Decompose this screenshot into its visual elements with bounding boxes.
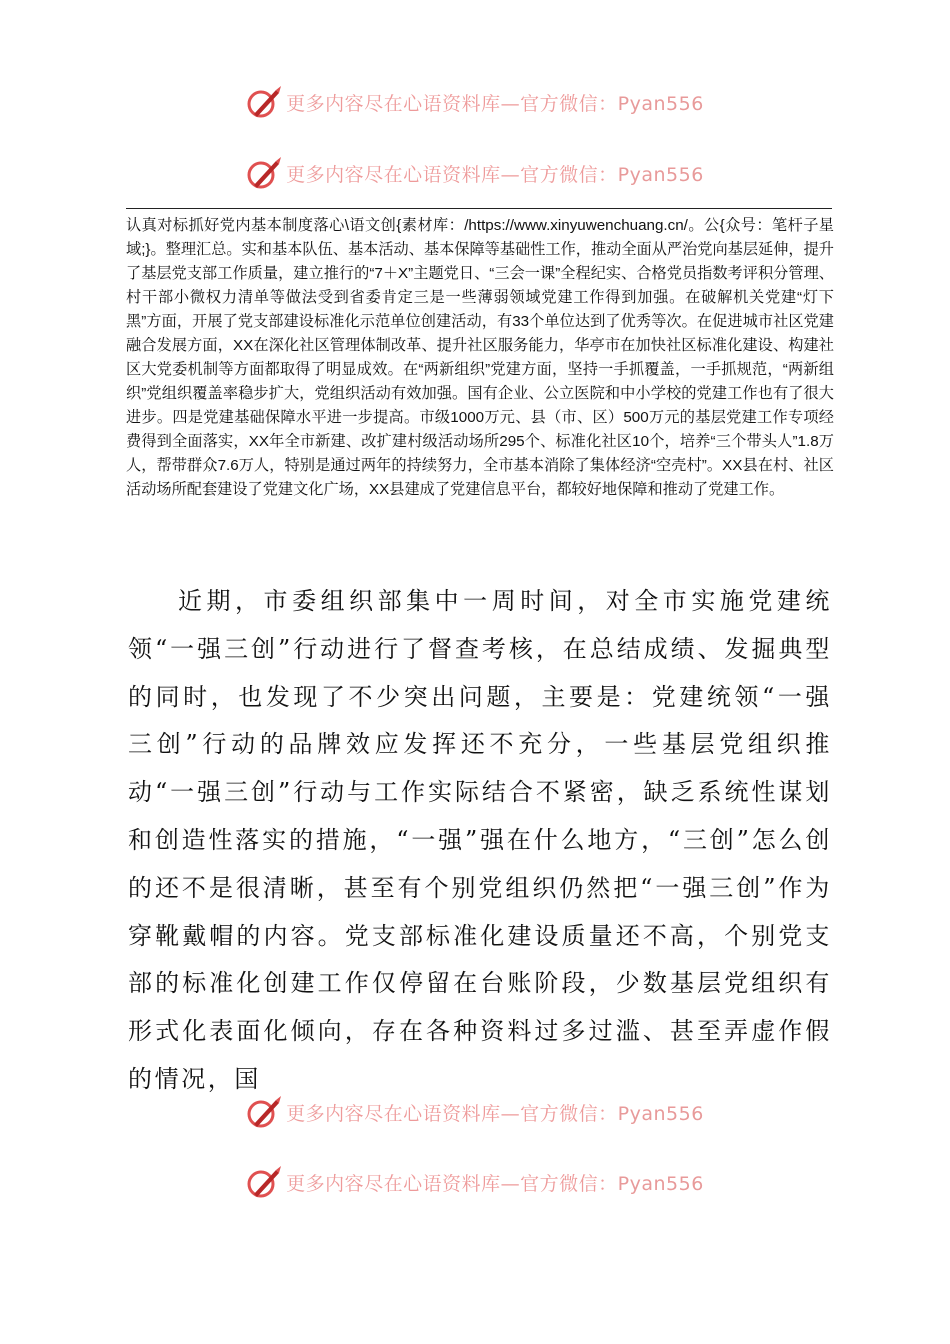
wechat-id: Pyan556 (617, 1172, 704, 1195)
excerpt-paragraph: 认真对标抓好党内基本制度落心\语文创{素材库：/https://www.xinyuwenchuang.cn/。公{众号：笔杆子星域;}。整理汇总。实和基本队伍、基本活动、基本保障等基础性工作，推动全面从严治党向基层延伸，提升了基层党支部工作质量，建立推行的“7＋X”主题党日、“三会一课”全程纪实、合格党员指数考评积分管理、村干部小微权力清单等做法受到省委肯定三是一些薄弱领域党建工作得到加强。在破解机关党建“灯下黑”方面，开展了党支部建设标准化示范单位创建活动，有33个单位达到了优秀等次。在促进城市社区党建融合发展方面，XX在深化社区管理体制改革、提升社区服务能力，华亭市在加快社区标准化建设、构建社区大党委机制等方面都取得了明显成效。在“两新组织”党建方面，坚持一手抓覆盖，一手抓规范，“两新组织”党组织覆盖率稳步扩大，党组织活动有效加强。国有企业、公立医院和中小学校的党建工作也有了很大进步。四是党建基础保障水平进一步提高。市级1000万元、县（市、区）500万元的基层党建工作专项经费得到全面落实，XX年全市新建、改扩建村级活动场所295个、标准化社区10个，培养“三个带头人”1.8万人，帮带群众7.6万人，特别是通过两年的持续努力，全市基本消除了集体经济“空壳村”。XX县在村、社区活动场所配套建设了党建文化广场，XX县建成了党建信息平台，都较好地保障和推动了党建工作。 (126, 217, 834, 498)
watermark-text: 更多内容尽在心语资料库—官方微信： (286, 1102, 618, 1125)
watermark-banner (0, 80, 950, 124)
wechat-id: Pyan556 (617, 1102, 704, 1125)
pen-logo-icon (246, 1164, 282, 1200)
watermark-banner (0, 1160, 950, 1204)
wechat-id: Pyan556 (617, 163, 704, 186)
watermark-text: 更多内容尽在心语资料库—官方微信： (286, 163, 618, 186)
watermark-banner (0, 151, 950, 195)
wechat-id: Pyan556 (617, 92, 704, 115)
watermark-banner (0, 1090, 950, 1134)
watermark-text: 更多内容尽在心语资料库—官方微信： (286, 1172, 618, 1195)
body-paragraph: 近期，市委组织部集中一周时间，对全市实施党建统领“一强三创”行动进行了督查考核，在总结成绩、发掘典型的同时，也发现了不少突出问题，主要是：党建统领“一强三创”行动的品牌效应发挥还不充分，一些基层党组织推动“一强三创”行动与工作实际结合不紧密，缺乏系统性谋划和创造性落实的措施，“一强”强在什么地方，“三创”怎么创的还不是很清晰，甚至有个别党组织仍然把“一强三创”作为穿靴戴帽的内容。党支部标准化建设质量还不高，个别党支部的标准化创建工作仅停留在台账阶段，少数基层党组织有形式化表面化倾向，存在各种资料过多过滥、甚至弄虚作假的情况，国 (128, 587, 832, 1093)
header-divider (126, 208, 832, 209)
pen-logo-icon (246, 84, 282, 120)
watermark-text: 更多内容尽在心语资料库—官方微信： (286, 92, 618, 115)
pen-logo-icon (246, 155, 282, 191)
pen-logo-icon (246, 1094, 282, 1130)
